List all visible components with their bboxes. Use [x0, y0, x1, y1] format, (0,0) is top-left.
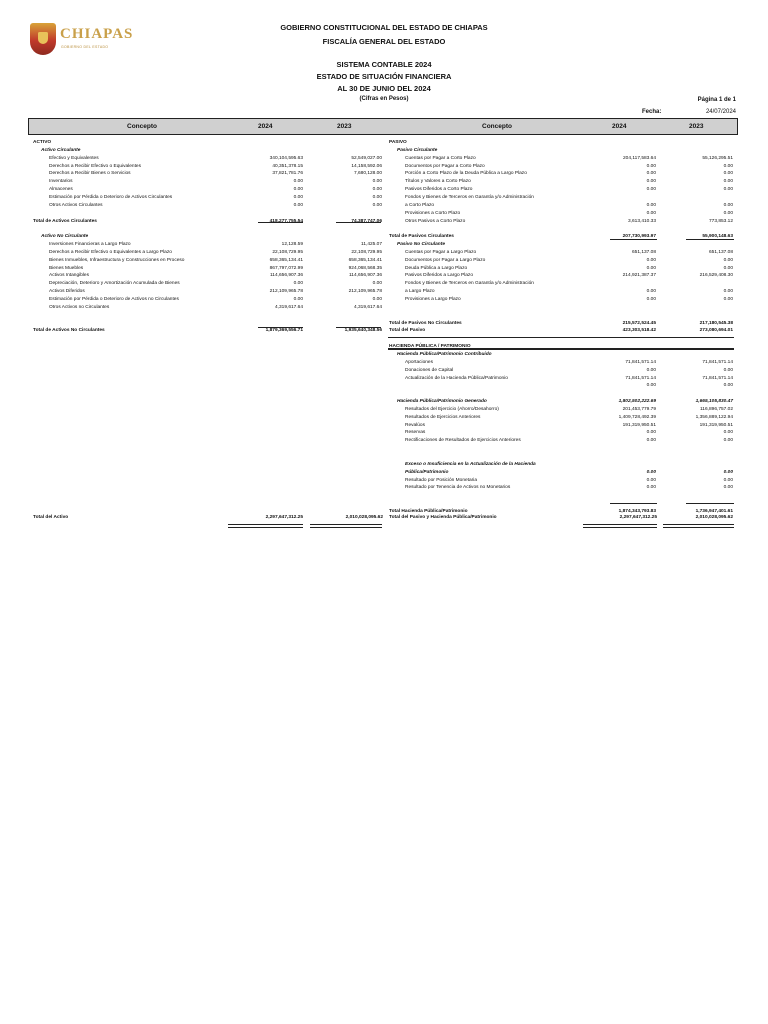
value-2023: 0.00: [723, 257, 733, 263]
column-header-band: [28, 118, 738, 135]
value-2024: 0.00: [293, 179, 303, 185]
table-row: [389, 327, 733, 335]
value-2024: 0.00: [646, 485, 656, 491]
value-2023: 0.00: [723, 265, 733, 271]
value-2024: 207,730,993.97: [622, 234, 656, 240]
table-row: [389, 492, 733, 500]
double-rule-left-1a: [228, 524, 303, 525]
value-2023: 217,180,545.38: [699, 320, 733, 326]
total-pasivo-hacienda-label: Total del Pasivo y Hacienda Pública/Patrimonio: [389, 515, 497, 520]
table-row: [389, 461, 733, 469]
table-row: [389, 398, 733, 406]
value-2023: 1,356,889,122.94: [695, 414, 733, 420]
row-label: Inventarios: [49, 179, 73, 185]
value-2023: 11,425.07: [361, 242, 382, 248]
value-2024: 0.00: [646, 257, 656, 263]
table-row: [389, 288, 733, 296]
table-row: [389, 437, 733, 445]
row-label: Derechos a Recibir Bienes o Servicios: [49, 171, 131, 177]
row-label: Almacenes: [49, 187, 73, 193]
col-concepto-left: Concepto: [127, 123, 157, 130]
table-row: [33, 296, 382, 304]
value-2023: 71,841,571.14: [702, 359, 733, 365]
row-label: Títulos y Valores a Corto Plazo: [405, 179, 471, 185]
row-label: Deuda Pública a Largo Plazo: [405, 265, 468, 271]
table-row: [389, 296, 733, 304]
double-rule-left-1b: [228, 527, 303, 528]
rule-right-1: [610, 239, 657, 240]
value-2024: 40,351,378.15: [272, 163, 303, 169]
value-2023: 55,126,295.51: [702, 155, 733, 161]
fecha-label: Fecha:: [642, 109, 662, 115]
row-label: Fondos y Bienes de Terceros en Garantía y/o Administración: [405, 281, 534, 287]
rule-right-6: [686, 503, 734, 504]
value-2023: 1,736,947,401.61: [695, 508, 733, 514]
col-2023-left: 2023: [337, 123, 352, 130]
value-2023: 0.00: [723, 179, 733, 185]
table-row: [389, 390, 733, 398]
table-row: [33, 139, 382, 147]
table-row: [389, 304, 733, 312]
row-label: Pública/Patrimonio: [405, 469, 449, 475]
table-row: [389, 445, 733, 453]
table-row: [33, 202, 382, 210]
row-label: Bienes Inmuebles, Infraestructura y Construcciones en Proceso: [49, 257, 185, 263]
table-row: [389, 484, 733, 492]
row-label: Cuentas por Pagar a Largo Plazo: [405, 249, 477, 255]
value-2024: 0.00: [646, 469, 656, 475]
row-label: Pasivos Diferidos a Largo Plazo: [405, 273, 473, 279]
logo-wordmark: CHIAPAS: [60, 26, 134, 42]
value-2024: 3,613,410.33: [627, 218, 656, 224]
table-row: [389, 280, 733, 288]
row-label: Total del Pasivo: [389, 328, 426, 334]
org-title: GOBIERNO CONSTITUCIONAL DEL ESTADO DE CHIAPAS: [280, 23, 488, 32]
row-label: Activos Intangibles: [49, 273, 89, 279]
table-row: [389, 178, 733, 186]
table-row: [33, 327, 382, 335]
rule-left-3: [258, 327, 303, 328]
double-rule-right-2a: [663, 524, 734, 525]
table-row: [389, 233, 733, 241]
row-label: a Largo Plazo: [405, 289, 435, 295]
table-row: [389, 382, 733, 390]
total-activo-2023: 2,010,028,095.62: [345, 515, 383, 520]
value-2024: 0.00: [646, 163, 656, 169]
value-2024: 0.00: [646, 210, 656, 216]
value-2023: 773,853.12: [708, 218, 733, 224]
value-2024: 4,319,617.64: [274, 304, 303, 310]
row-label: a Corto Plazo: [405, 202, 435, 208]
value-2023: 22,108,729.95: [351, 249, 382, 255]
value-2024: 0.00: [293, 297, 303, 302]
rule-left-2: [336, 222, 381, 223]
row-label: Total de Pasivos Circulantes: [389, 234, 454, 240]
table-row: [33, 233, 382, 241]
double-rule-right-1a: [583, 524, 657, 525]
row-label: Resultado por Tenencia de Activos no Monetarios: [405, 485, 511, 491]
value-2024: 0.00: [293, 202, 303, 208]
row-label: Otros Activos Circulantes: [49, 202, 103, 208]
value-2023: 1,935,640,348.56: [344, 328, 382, 334]
value-2023: 0.00: [372, 179, 382, 185]
value-2023: 924,068,568.35: [348, 265, 382, 271]
value-2024: 0.00: [646, 179, 656, 185]
row-label: Provisiones a Largo Plazo: [405, 297, 461, 302]
value-2023: 212,109,965.78: [348, 289, 382, 295]
value-2024: 651,137.08: [631, 249, 656, 255]
table-row: [33, 194, 382, 202]
table-row: [389, 469, 733, 477]
row-label: Resultados del Ejercicio (Ahorro/Desahorro): [405, 406, 499, 412]
table-row: [33, 147, 382, 155]
table-row: [33, 312, 382, 320]
value-2023: 0.00: [723, 438, 733, 444]
rule-right-5: [610, 503, 657, 504]
rule-right-3: [388, 337, 734, 338]
row-label: Total Hacienda Pública/Patrimonio: [389, 508, 468, 514]
value-2023: 191,319,950.51: [699, 422, 733, 428]
value-2024: 12,128.59: [281, 242, 303, 248]
value-2024: 0.00: [646, 171, 656, 177]
value-2023: 0.00: [723, 367, 733, 373]
row-label: Derechos a Recibir Efectivo o Equivalentes a Largo Plazo: [49, 249, 172, 255]
table-row: [389, 210, 733, 218]
value-2023: 658,365,134.41: [348, 257, 382, 263]
value-2024: 1,874,343,793.83: [618, 508, 656, 514]
table-row: [33, 218, 382, 226]
system-title: SISTEMA CONTABLE 2024: [336, 60, 432, 69]
logo-tagline: GOBIERNO DEL ESTADO: [61, 45, 109, 49]
table-row: [389, 406, 733, 414]
page-number: Página 1 de 1: [697, 97, 736, 103]
table-row: [389, 147, 733, 155]
value-2023: 0.00: [723, 430, 733, 436]
value-2024: 1,879,369,556.71: [265, 328, 303, 334]
value-2024: 0.00: [646, 297, 656, 302]
row-label: Pasivo Circulante: [397, 147, 438, 153]
value-2024: 1,802,502,222.69: [618, 399, 656, 405]
value-2024: 37,821,781.76: [272, 171, 303, 177]
table-row: [389, 429, 733, 437]
row-label: Fondos y Bienes de Terceros en Garantía y/o Administración: [405, 194, 534, 200]
units-note: (Cifras en Pesos): [359, 96, 409, 102]
row-label: Actualización de la Hacienda Pública/Patrimonio: [405, 375, 508, 381]
table-row: [389, 225, 733, 233]
value-2023: 0.00: [723, 289, 733, 295]
row-label: Total de Activos No Circulantes: [33, 328, 105, 334]
table-row: [389, 139, 733, 147]
value-2024: 1,409,728,492.39: [618, 414, 656, 420]
table-row: [389, 265, 733, 273]
row-label: Provisiones a Corto Plazo: [405, 210, 461, 216]
table-row: [389, 500, 733, 508]
table-row: [389, 367, 733, 375]
row-label: Activo No Circulante: [41, 234, 89, 240]
row-label: Total de Pasivos No Circulantes: [389, 320, 462, 326]
total-pasivo-hacienda-row: [389, 514, 733, 522]
table-row: [389, 257, 733, 265]
row-label: Resultados de Ejercicios Anteriores: [405, 414, 481, 420]
row-label: Exceso o Insuficiencia en la Actualización de la Hacienda: [405, 461, 536, 467]
value-2023: 273,080,694.01: [699, 328, 733, 334]
table-row: [389, 170, 733, 178]
value-2024: 0.00: [646, 367, 656, 373]
value-2024: 114,656,907.36: [270, 273, 303, 279]
value-2024: 423,303,518.42: [622, 328, 656, 334]
value-2023: 0.00: [723, 187, 733, 193]
value-2023: 0.00: [372, 297, 382, 302]
row-label: Depreciación, Deterioro y Amortización Acumulada de Bienes: [49, 281, 180, 287]
value-2024: 0.00: [646, 383, 656, 389]
value-2023: 0.00: [723, 163, 733, 169]
table-row: [33, 257, 382, 265]
rule-left-4: [336, 327, 381, 328]
table-row: [33, 304, 382, 312]
table-row: [33, 280, 382, 288]
table-row: [33, 178, 382, 186]
col-concepto-right: Concepto: [482, 123, 512, 130]
report-date: AL 30 DE JUNIO DEL 2024: [337, 84, 431, 93]
table-row: [33, 265, 382, 273]
row-label: Documentos por Pagar a Corto Plazo: [405, 163, 485, 169]
row-label: Pasivo No Circulante: [397, 242, 445, 248]
value-2023: 14,158,592.06: [351, 163, 382, 169]
table-row: [33, 186, 382, 194]
value-2023: 0.00: [372, 281, 382, 287]
double-rule-left-2a: [310, 524, 382, 525]
row-label: Efectivo y Equivalentes: [49, 155, 99, 161]
row-label: Activo Circulante: [41, 147, 81, 153]
value-2023: 0.00: [372, 194, 382, 200]
value-2024: 201,453,779.79: [622, 406, 656, 412]
value-2023: 0.00: [723, 383, 733, 389]
row-label: Donaciones de Capital: [405, 367, 454, 373]
dept-title: FISCALÍA GENERAL DEL ESTADO: [322, 37, 446, 46]
col-2023-right: 2023: [689, 123, 704, 130]
total-activo-row: [33, 514, 383, 522]
table-row: [389, 359, 733, 367]
value-2024: 0.00: [646, 187, 656, 193]
value-2024: 204,117,583.64: [623, 155, 656, 161]
row-label: Porción a Corto Plazo de la Deuda Pública a Largo Plazo: [405, 171, 527, 177]
double-rule-right-2b: [663, 527, 734, 528]
value-2023: 216,529,408.30: [699, 273, 733, 279]
value-2023: 0.00: [723, 485, 733, 491]
table-row: [389, 186, 733, 194]
row-label: HACIENDA PÚBLICA / PATRIMONIO: [389, 344, 471, 350]
row-label: Aportaciones: [405, 359, 433, 365]
value-2023: 0.00: [723, 469, 733, 475]
total-pasivo-hacienda-2024: 2,297,647,312.25: [619, 515, 657, 520]
table-row: [33, 288, 382, 296]
table-row: [33, 272, 382, 280]
row-label: Revalúos: [405, 422, 425, 428]
value-2023: 0.00: [372, 187, 382, 193]
row-label: Activos Diferidos: [49, 289, 85, 295]
value-2024: 867,797,072.99: [269, 265, 303, 271]
table-row: [389, 194, 733, 202]
table-row: [389, 155, 733, 163]
value-2023: 0.00: [723, 171, 733, 177]
table-row: [33, 210, 382, 218]
value-2023: 116,896,757.02: [700, 406, 733, 412]
table-row: [33, 225, 382, 233]
value-2024: 212,109,965.78: [269, 289, 303, 295]
row-label: Derechos a Recibir Efectivo o Equivalentes: [49, 163, 141, 169]
total-pasivo-hacienda-2023: 2,010,028,095.62: [695, 515, 733, 520]
value-2024: 0.00: [646, 430, 656, 436]
row-label: Hacienda Pública/Patrimonio Contribuido: [397, 351, 492, 357]
value-2024: 191,319,950.51: [622, 422, 656, 428]
value-2024: 71,841,571.14: [625, 359, 656, 365]
col-2024-left: 2024: [258, 123, 273, 130]
value-2023: 7,680,128.00: [353, 171, 382, 177]
value-2024: 340,104,595.63: [269, 155, 303, 161]
value-2023: 0.00: [372, 202, 382, 208]
value-2024: 0.00: [293, 187, 303, 193]
rule-right-2: [686, 239, 734, 240]
value-2024: 215,572,524.45: [622, 320, 656, 326]
double-rule-left-2b: [310, 527, 382, 528]
value-2023: 55,900,148.63: [702, 234, 733, 240]
value-2024: 0.00: [646, 289, 656, 295]
table-row: [389, 218, 733, 226]
value-2023: 71,841,571.14: [702, 375, 733, 381]
table-row: [389, 453, 733, 461]
value-2024: 0.00: [293, 194, 303, 200]
total-activo-2024: 2,297,647,312.25: [265, 515, 303, 520]
row-label: Documentos por Pagar a Largo Plazo: [405, 257, 486, 263]
table-row: [33, 170, 382, 178]
value-2023: 114,656,907.36: [349, 273, 382, 279]
row-label: Otros Pasivos a Corto Plazo: [405, 218, 466, 224]
table-row: [33, 241, 382, 249]
table-row: [389, 249, 733, 257]
value-2024: 214,921,387.37: [622, 273, 656, 279]
row-label: Inversiones Financieras a Largo Plazo: [49, 242, 131, 248]
value-2023: 4,319,617.64: [353, 304, 382, 310]
row-label: Estimación por Pérdida o Deterioro de Activos Circulantes: [49, 194, 173, 200]
total-activo-label: Total del Activo: [33, 515, 69, 520]
table-row: [389, 320, 733, 328]
table-row: [389, 241, 733, 249]
value-2023: 0.00: [723, 297, 733, 302]
row-label: Hacienda Pública/Patrimonio Generado: [397, 399, 487, 405]
value-2024: 0.00: [646, 202, 656, 208]
value-2024: 0.00: [646, 438, 656, 444]
row-label: Cuentas por Pagar a Corto Plazo: [405, 155, 476, 161]
table-row: [389, 351, 733, 359]
double-rule-right-1b: [583, 527, 657, 528]
row-label: Estimación por Pérdida o Deterioro de Activos no Circulantes: [49, 297, 179, 302]
value-2023: 651,137.08: [708, 249, 733, 255]
table-row: [389, 375, 733, 383]
col-2024-right: 2024: [612, 123, 627, 130]
table-row: [389, 477, 733, 485]
row-label: Bienes Muebles: [49, 265, 84, 271]
row-label: PASIVO: [389, 140, 407, 145]
table-row: [33, 320, 382, 328]
table-row: [33, 163, 382, 171]
row-label: ACTIVO: [33, 140, 52, 145]
table-row: [389, 272, 733, 280]
value-2024: 658,365,134.41: [269, 257, 303, 263]
rule-right-4: [388, 348, 734, 350]
fecha-value: 24/07/2024: [705, 109, 736, 115]
value-2023: 0.00: [723, 202, 733, 208]
value-2024: 0.00: [293, 281, 303, 287]
value-2023: 0.00: [723, 477, 733, 483]
value-2023: 74,387,747.06: [351, 218, 382, 224]
rule-left-1: [258, 222, 303, 223]
table-row: [33, 249, 382, 257]
value-2023: 1,665,105,830.47: [695, 399, 733, 405]
row-label: Resultado por Posición Monetaria: [405, 477, 477, 483]
table-row: [389, 414, 733, 422]
value-2024: 418,277,755.54: [269, 218, 303, 224]
report-title: ESTADO DE SITUACIÓN FINANCIERA: [316, 72, 452, 81]
value-2023: 52,549,027.00: [351, 155, 382, 161]
table-row: [389, 163, 733, 171]
row-label: Reservas: [405, 430, 426, 436]
table-row: [389, 202, 733, 210]
value-2024: 22,108,729.95: [272, 249, 303, 255]
table-row: [33, 155, 382, 163]
value-2024: 0.00: [646, 265, 656, 271]
table-row: [389, 422, 733, 430]
row-label: Otros Activos no Circulantes: [49, 304, 110, 310]
row-label: Rectificaciones de Resultados de Ejercicios Anteriores: [405, 438, 521, 444]
table-row: [389, 312, 733, 320]
row-label: Pasivos Diferidos a Corto Plazo: [405, 187, 473, 193]
value-2024: 0.00: [646, 477, 656, 483]
value-2023: 0.00: [723, 210, 733, 216]
value-2024: 71,841,571.14: [625, 375, 656, 381]
row-label: Total de Activos Circulantes: [33, 218, 97, 224]
